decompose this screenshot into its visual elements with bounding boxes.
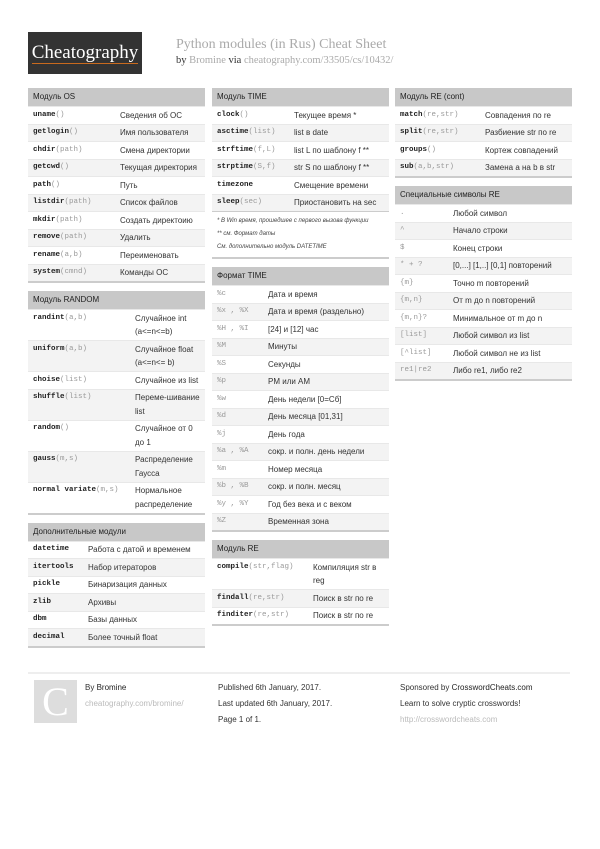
column-2 bbox=[212, 88, 389, 634]
description-cell: Секунды bbox=[268, 359, 301, 369]
description-cell: [0,...] [1,..] [0,1] повторений bbox=[453, 261, 552, 270]
table-row bbox=[28, 340, 205, 371]
code-cell: decimal bbox=[33, 632, 65, 641]
code-cell: %w bbox=[217, 394, 227, 403]
code-cell: system(cmnd) bbox=[33, 268, 88, 276]
table-row bbox=[212, 607, 389, 625]
section bbox=[395, 88, 572, 178]
description-cell: str S по шаблону f ** bbox=[294, 163, 370, 172]
code-cell: %j bbox=[217, 429, 227, 438]
code-cell: match(re,str) bbox=[400, 110, 459, 119]
description-cell: Любой символ bbox=[453, 208, 508, 218]
code-cell: strptime(S,f) bbox=[217, 163, 276, 171]
description-cell: list в date bbox=[294, 128, 329, 137]
table-row bbox=[28, 389, 205, 420]
author-url-link[interactable]: cheatography.com/bromine/ bbox=[85, 699, 184, 708]
description-cell: Нормальное распределение bbox=[135, 486, 193, 509]
description-cell: Год без века и с веком bbox=[268, 499, 352, 509]
table-row bbox=[212, 124, 389, 142]
published-date: Published 6th January, 2017. bbox=[218, 683, 322, 692]
table-row bbox=[395, 292, 572, 310]
table-row bbox=[28, 124, 205, 142]
table-row bbox=[28, 593, 205, 611]
author-avatar: C bbox=[34, 680, 77, 723]
code-cell: listdir(path) bbox=[33, 198, 92, 206]
description-cell: Базы данных bbox=[88, 615, 137, 624]
table-row bbox=[28, 420, 205, 451]
column-3 bbox=[395, 88, 572, 389]
description-cell: Случайное float (a<=n<= b) bbox=[135, 344, 194, 367]
table-row bbox=[212, 303, 389, 321]
table-row bbox=[28, 628, 205, 646]
column-1 bbox=[28, 88, 205, 656]
code-cell: %p bbox=[217, 377, 227, 385]
code-cell: %M bbox=[217, 342, 227, 350]
code-cell: sub(a,b,str) bbox=[400, 163, 455, 171]
code-cell: normal variate(m,s) bbox=[33, 486, 119, 494]
table-row bbox=[212, 495, 389, 513]
code-cell: split(re,str) bbox=[400, 128, 459, 136]
code-cell: %Z bbox=[217, 517, 227, 525]
section-title: Формат TIME bbox=[212, 267, 389, 285]
code-cell: findall(re,str) bbox=[217, 593, 285, 602]
code-cell: random() bbox=[33, 424, 70, 432]
table-row bbox=[28, 194, 205, 212]
description-cell: Переме-шивание list bbox=[135, 393, 200, 416]
description-cell: Смена директории bbox=[120, 145, 190, 155]
code-cell: finditer(re,str) bbox=[217, 611, 290, 619]
table-row bbox=[212, 373, 389, 391]
table-row bbox=[28, 211, 205, 229]
sheet-url-link[interactable]: cheatography.com/33505/cs/10432/ bbox=[243, 55, 394, 66]
description-cell: Текущая директория bbox=[120, 163, 197, 172]
description-cell: Команды ОС bbox=[120, 268, 169, 277]
table-row bbox=[395, 327, 572, 345]
code-cell: * + ? bbox=[400, 261, 423, 269]
code-cell: groups() bbox=[400, 145, 437, 154]
table-row bbox=[212, 390, 389, 408]
description-cell: Компиляция str в reg bbox=[313, 562, 377, 585]
description-cell: PM или AM bbox=[268, 377, 311, 386]
section bbox=[212, 540, 389, 626]
sponsor-url-link[interactable]: http://crosswordcheats.com bbox=[400, 715, 498, 724]
description-cell: Путь bbox=[120, 180, 138, 190]
code-cell: {m} bbox=[400, 278, 414, 287]
description-cell: Случайное от 0 до 1 bbox=[135, 424, 193, 447]
table-row bbox=[212, 460, 389, 478]
code-cell: %c bbox=[217, 289, 227, 298]
code-cell: choise(list) bbox=[33, 375, 88, 384]
table-row bbox=[28, 576, 205, 594]
code-cell: compile(str,flag) bbox=[217, 562, 294, 571]
code-cell: dbm bbox=[33, 615, 47, 623]
section-title: Модуль RE bbox=[212, 540, 389, 558]
table-row bbox=[212, 443, 389, 461]
code-cell: uniform(a,b) bbox=[33, 344, 88, 353]
table-row bbox=[212, 159, 389, 177]
code-cell: rename(a,b) bbox=[33, 250, 83, 259]
table-row bbox=[395, 204, 572, 222]
table-row bbox=[395, 309, 572, 327]
code-cell: path() bbox=[33, 180, 61, 189]
table-row bbox=[212, 285, 389, 303]
section-title: Модуль TIME bbox=[212, 88, 389, 106]
table-row bbox=[395, 141, 572, 159]
code-cell: shuffle(list) bbox=[33, 393, 92, 401]
description-cell: Набор итераторов bbox=[88, 562, 157, 572]
description-cell: Замена a на b в str bbox=[485, 163, 556, 172]
section bbox=[28, 291, 205, 515]
code-cell: %b , %B bbox=[217, 482, 249, 490]
description-cell: Временная зона bbox=[268, 517, 329, 526]
byline: by Bromine via cheatography.com/33505/cs/10432/ bbox=[176, 55, 394, 66]
table-row bbox=[212, 408, 389, 426]
note: ** см. Формат даты bbox=[217, 231, 276, 237]
section bbox=[395, 186, 572, 381]
code-cell: getlogin() bbox=[33, 128, 79, 136]
section-title: Специальные символы RE bbox=[395, 186, 572, 204]
table-row bbox=[212, 589, 389, 607]
code-cell: uname() bbox=[33, 110, 65, 119]
code-cell: %x , %X bbox=[217, 307, 249, 315]
table-row bbox=[28, 451, 205, 482]
description-cell: Любой символ не из list bbox=[453, 348, 541, 358]
description-cell: Сведения об ОС bbox=[120, 110, 183, 120]
description-cell: От m до n повторений bbox=[453, 296, 536, 305]
code-cell: getcwd() bbox=[33, 163, 70, 171]
description-cell: Переименовать bbox=[120, 250, 179, 260]
code-cell: gauss(m,s) bbox=[33, 455, 79, 463]
code-cell: zlib bbox=[33, 597, 52, 606]
table-row bbox=[212, 355, 389, 373]
description-cell: Минуты bbox=[268, 342, 297, 351]
updated-date: Last updated 6th January, 2017. bbox=[218, 699, 333, 708]
description-cell: Поиск в str по re bbox=[313, 593, 374, 603]
code-cell: %S bbox=[217, 359, 227, 368]
section bbox=[212, 267, 389, 532]
section-title: Дополнительные модули bbox=[28, 523, 205, 541]
code-cell: [list] bbox=[400, 331, 428, 339]
code-cell: %d bbox=[217, 412, 227, 420]
description-cell: Начало строки bbox=[453, 226, 508, 235]
code-cell: . bbox=[400, 208, 405, 217]
section bbox=[212, 88, 389, 259]
description-cell: [24] и [12] час bbox=[268, 324, 319, 334]
code-cell: strftime(f,L) bbox=[217, 145, 276, 154]
table-row bbox=[28, 371, 205, 389]
code-cell: [^list] bbox=[400, 348, 432, 357]
description-cell: День недели [0=Сб] bbox=[268, 394, 342, 404]
description-cell: Имя пользователя bbox=[120, 128, 189, 137]
description-cell: Создать директоию bbox=[120, 215, 193, 225]
sponsor-tagline: Learn to solve cryptic crosswords! bbox=[400, 699, 521, 708]
description-cell: сокр. и полн. день недели bbox=[268, 447, 365, 456]
description-cell: Смещение времени bbox=[294, 180, 369, 190]
code-cell: %m bbox=[217, 464, 227, 473]
table-row bbox=[28, 482, 205, 513]
author-link[interactable]: Bromine bbox=[189, 55, 226, 66]
table-row bbox=[212, 194, 389, 212]
section bbox=[28, 523, 205, 648]
description-cell: Номер месяца bbox=[268, 464, 323, 474]
code-cell: asctime(list) bbox=[217, 128, 276, 136]
description-cell: Минимальное от m до n bbox=[453, 313, 543, 323]
code-cell: sleep(sec) bbox=[217, 198, 263, 206]
table-row bbox=[395, 257, 572, 275]
page-title: Python modules (in Rus) Cheat Sheet bbox=[176, 37, 387, 52]
description-cell: Более точный float bbox=[88, 632, 158, 642]
table-row bbox=[212, 478, 389, 496]
description-cell: Работа с датой и временем bbox=[88, 545, 191, 554]
description-cell: Точно m повторений bbox=[453, 278, 529, 288]
section bbox=[28, 88, 205, 283]
description-cell: Разбиение str по re bbox=[485, 128, 557, 137]
description-cell: Совпадения по re bbox=[485, 110, 551, 120]
table-row bbox=[28, 141, 205, 159]
table-row bbox=[212, 320, 389, 338]
note: * В Win время, прошедшее с первого вызова функции bbox=[217, 218, 369, 224]
description-cell: День года bbox=[268, 429, 305, 439]
description-cell: сокр. и полн. месяц bbox=[268, 482, 341, 491]
footer: C By Bromine cheatography.com/bromine/ Published 6th January, 2017. Last updated 6th January, 2017. Page 1 of 1. Sponsored by CrosswordCheats.com Learn to solve cryptic crosswords! http://crosswordcheats.com bbox=[28, 672, 570, 674]
code-cell: $ bbox=[400, 243, 405, 252]
sponsor-link[interactable]: CrosswordCheats.com bbox=[451, 683, 533, 692]
description-cell: Дата и время bbox=[268, 289, 318, 299]
description-cell: Список файлов bbox=[120, 198, 178, 207]
code-cell: %H , %I bbox=[217, 324, 249, 333]
code-cell: %y , %Y bbox=[217, 499, 249, 508]
code-cell: re1|re2 bbox=[400, 366, 432, 374]
table-row bbox=[28, 246, 205, 264]
description-cell: Конец строки bbox=[453, 243, 503, 253]
table-row bbox=[212, 176, 389, 194]
code-cell: randint(a,b) bbox=[33, 313, 88, 322]
description-cell: Архивы bbox=[88, 597, 117, 607]
code-cell: clock() bbox=[217, 110, 249, 119]
table-row bbox=[28, 264, 205, 282]
table-row bbox=[395, 362, 572, 380]
description-cell: Текущее время * bbox=[294, 110, 357, 120]
cheatography-logo[interactable]: Cheatography bbox=[28, 32, 142, 74]
table-row bbox=[28, 541, 205, 559]
table-row bbox=[28, 309, 205, 340]
description-cell: Либо re1, либо re2 bbox=[453, 366, 522, 375]
page-count: Page 1 of 1. bbox=[218, 715, 262, 724]
section-title: Модуль OS bbox=[28, 88, 205, 106]
description-cell: Случайное int (a<=n<=b) bbox=[135, 313, 187, 336]
table-row bbox=[395, 239, 572, 257]
table-row bbox=[395, 159, 572, 177]
code-cell: mkdir(path) bbox=[33, 215, 83, 224]
code-cell: %a , %A bbox=[217, 447, 249, 455]
table-row bbox=[212, 558, 389, 589]
table-row bbox=[28, 176, 205, 194]
description-cell: Удалить bbox=[120, 233, 151, 242]
table-row bbox=[395, 274, 572, 292]
table-row bbox=[212, 141, 389, 159]
table-row bbox=[212, 425, 389, 443]
code-cell: itertools bbox=[33, 562, 74, 571]
code-cell: chdir(path) bbox=[33, 145, 83, 154]
description-cell: list L по шаблону f ** bbox=[294, 145, 369, 155]
code-cell: {m,n} bbox=[400, 296, 423, 304]
table-row bbox=[395, 124, 572, 142]
code-cell: ^ bbox=[400, 226, 405, 234]
description-cell: Приостановить на sec bbox=[294, 198, 377, 207]
table-row bbox=[28, 106, 205, 124]
code-cell: datetime bbox=[33, 545, 70, 553]
description-cell: Любой символ из list bbox=[453, 331, 530, 340]
description-cell: День месяца [01,31] bbox=[268, 412, 343, 421]
table-row bbox=[212, 513, 389, 531]
code-cell: remove(path) bbox=[33, 233, 88, 241]
note: См. дополнительно модуль DATETIME bbox=[217, 244, 327, 250]
table-row bbox=[212, 338, 389, 356]
table-row bbox=[212, 106, 389, 124]
table-row bbox=[28, 558, 205, 576]
table-row bbox=[28, 611, 205, 629]
description-cell: Поиск в str по re bbox=[313, 611, 374, 620]
section-title: Модуль RANDOM bbox=[28, 291, 205, 309]
table-row bbox=[395, 222, 572, 240]
description-cell: Бинаризация данных bbox=[88, 580, 167, 589]
table-row bbox=[395, 344, 572, 362]
table-row bbox=[28, 229, 205, 247]
table-row bbox=[395, 106, 572, 124]
section-notes bbox=[212, 211, 389, 257]
description-cell: Распределение Гаусса bbox=[135, 455, 193, 478]
code-cell: pickle bbox=[33, 580, 61, 588]
footer-author-link[interactable]: Bromine bbox=[96, 683, 127, 692]
description-cell: Кортеж совпадений bbox=[485, 145, 558, 155]
code-cell: timezone bbox=[217, 180, 254, 189]
section-title: Модуль RE (cont) bbox=[395, 88, 572, 106]
table-row bbox=[28, 159, 205, 177]
code-cell: {m,n}? bbox=[400, 313, 428, 322]
description-cell: Случайное из list bbox=[135, 375, 199, 385]
description-cell: Дата и время (раздельно) bbox=[268, 307, 365, 316]
